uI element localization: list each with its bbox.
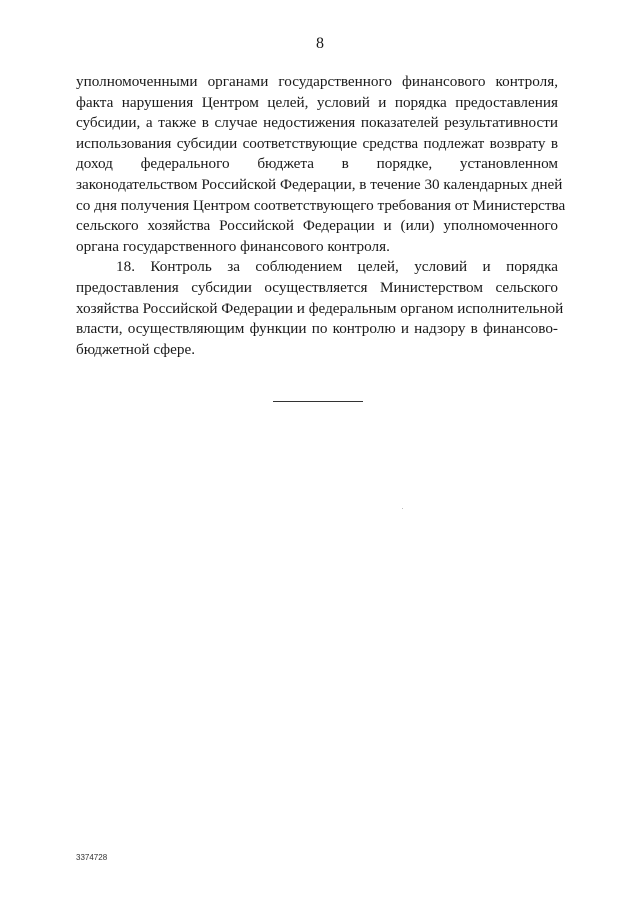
paragraph-1 — [76, 72, 566, 257]
scan-speck — [402, 508, 403, 509]
text-line: хозяйства Российской Федерации и федеральным органом исполнительной — [76, 299, 564, 317]
text-line: доход федерального бюджета в порядке, установленном — [76, 155, 558, 173]
text-line: законодательством Российской Федерации, в течение 30 календарных дней — [76, 175, 563, 193]
document-code: 3374728 — [76, 853, 108, 862]
text-line: бюджетной сфере. — [76, 340, 195, 358]
end-separator-line — [273, 401, 363, 402]
text-line: факта нарушения Центром целей, условий и порядка предоставления — [76, 93, 558, 111]
text-line: предоставления субсидии осуществляется Министерством сельского — [76, 278, 558, 296]
document-body — [76, 72, 566, 360]
text-line: уполномоченными органами государственного финансового контроля, — [76, 73, 558, 90]
page-number: 8 — [316, 35, 324, 52]
text-line: сельского хозяйства Российской Федерации и (или) уполномоченного — [76, 217, 558, 235]
paragraph-18 — [76, 257, 564, 360]
text-line: со дня получения Центром соответствующего требования от Министерства — [76, 196, 566, 214]
text-line: 18. Контроль за соблюдением целей, условий и порядка — [116, 258, 558, 276]
text-line: власти, осуществляющим функции по контролю и надзору в финансово- — [76, 320, 558, 338]
text-line: использования субсидии соответствующие средства подлежат возврату в — [76, 134, 558, 152]
text-line: органа государственного финансового контроля. — [76, 237, 390, 255]
text-line: субсидии, а также в случае недостижения показателей результативности — [76, 114, 558, 132]
